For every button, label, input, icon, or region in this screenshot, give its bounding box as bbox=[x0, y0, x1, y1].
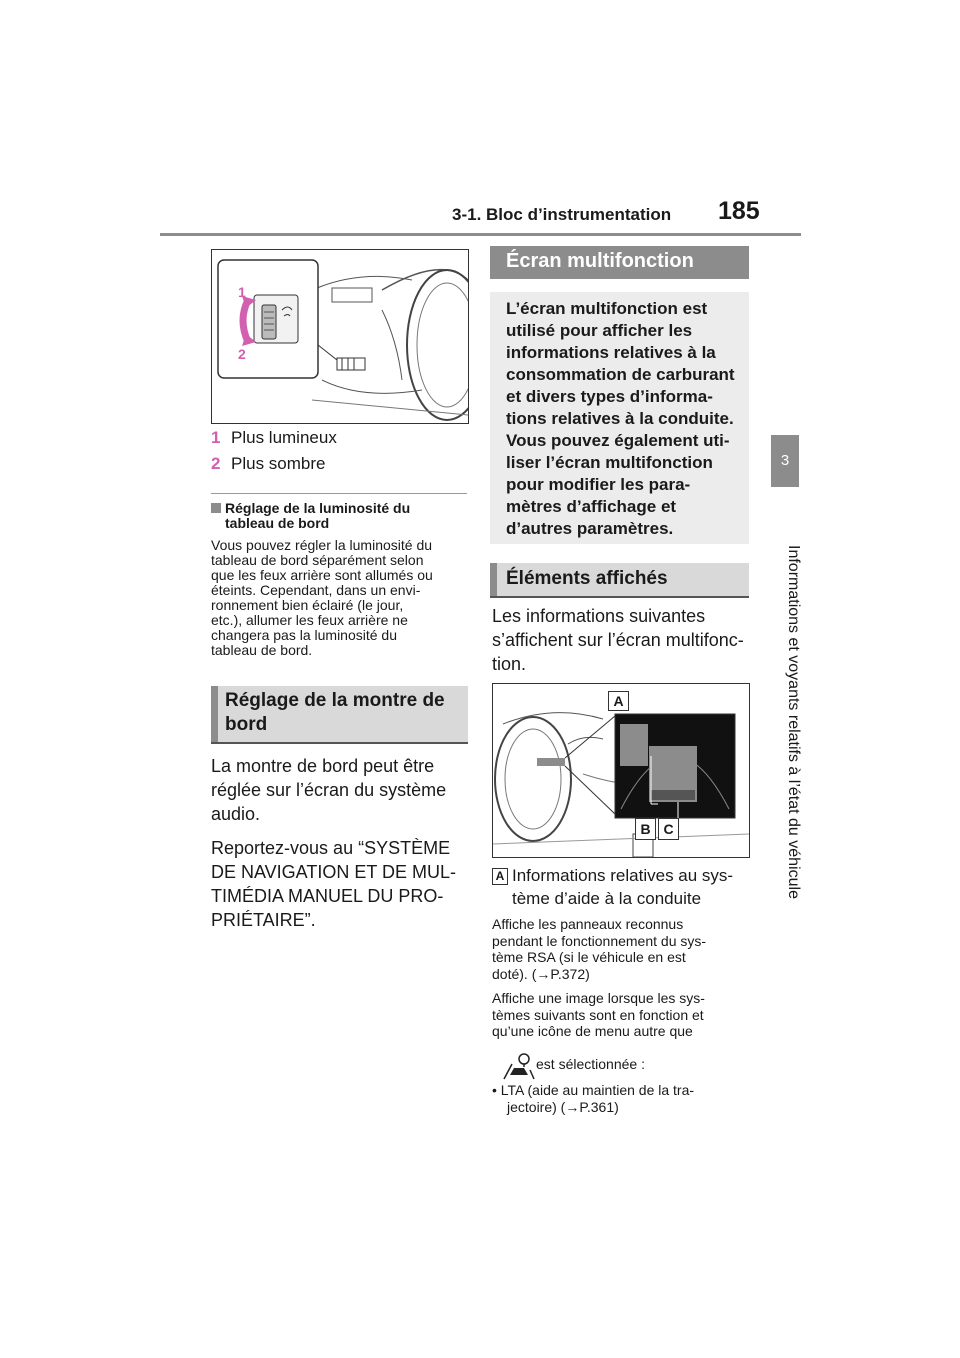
heading-text: Écran multifonction bbox=[506, 250, 694, 272]
heading-bar bbox=[490, 563, 497, 596]
callout-c: C bbox=[658, 818, 679, 840]
text-line: s’affichent sur l’écran multifonc- bbox=[492, 630, 744, 650]
legend-text: Plus lumineux bbox=[231, 428, 337, 447]
text-line: audio. bbox=[211, 804, 261, 824]
legend-number: 2 bbox=[211, 454, 221, 473]
text-line: est sélectionnée : bbox=[536, 1056, 645, 1072]
page-number: 185 bbox=[718, 197, 760, 225]
item-a-label: A bbox=[492, 868, 508, 885]
text-line: Reportez-vous au “SYSTÈME bbox=[211, 838, 451, 858]
callout-a: A bbox=[608, 691, 629, 711]
text-line: tème d’aide à la conduite bbox=[512, 889, 702, 908]
heading-underline bbox=[211, 742, 468, 744]
text-line: consommation de carburant bbox=[506, 365, 735, 384]
bullet-lta bbox=[492, 1082, 752, 1115]
callout-2: 2 bbox=[238, 346, 246, 362]
cluster-figure bbox=[492, 683, 750, 858]
clock-paragraph bbox=[211, 754, 471, 932]
text-line: ronnement bien éclairé (le jour, bbox=[211, 597, 404, 613]
text-line: que les feux arrière sont allumés ou bbox=[211, 567, 433, 583]
text-line: etc.), allumer les feux arrière ne bbox=[211, 612, 408, 628]
brightness-subheading bbox=[211, 501, 471, 531]
clock-section-heading bbox=[211, 686, 468, 742]
brightness-illustration bbox=[212, 250, 468, 423]
multifunction-intro bbox=[490, 292, 749, 544]
divider bbox=[211, 493, 467, 494]
text-line: Vous pouvez régler la luminosité du bbox=[211, 537, 433, 553]
text-line: réglée sur l’écran du système bbox=[211, 780, 447, 800]
heading-bar bbox=[211, 686, 218, 742]
text-line: • LTA (aide au maintien de la tra- bbox=[492, 1082, 695, 1098]
subheading-line: Réglage de la luminosité du bbox=[225, 500, 411, 516]
text-line: jectoire) (→P.361) bbox=[507, 1098, 619, 1115]
text-line: tions relatives à la conduite. bbox=[506, 409, 734, 428]
heading-line: Réglage de la montre de bbox=[225, 690, 445, 711]
heading-text: Éléments affichés bbox=[506, 568, 668, 589]
header-section-title: 3-1. Bloc d’instrumentation bbox=[452, 205, 672, 224]
text-line: d’autres paramètres. bbox=[506, 519, 674, 538]
item-a-description bbox=[492, 916, 752, 1040]
elements-section-heading bbox=[490, 563, 749, 596]
text-line: tèmes suivants sont en fonction et bbox=[492, 1006, 704, 1023]
chapter-tab: 3 bbox=[771, 435, 799, 487]
text-line: TIMÉDIA MANUEL DU PRO- bbox=[211, 886, 444, 906]
text-line: tion. bbox=[492, 654, 527, 674]
legend-text: Plus sombre bbox=[231, 454, 326, 473]
text-line: changera pas la luminosité du bbox=[211, 627, 398, 643]
text-line: tème RSA (si le véhicule en est bbox=[492, 949, 686, 965]
text-line: tableau de bord séparément selon bbox=[211, 552, 424, 568]
text-line: doté). (→P.372) bbox=[492, 965, 590, 982]
callout-1: 1 bbox=[238, 284, 246, 300]
text-line: tableau de bord. bbox=[211, 642, 313, 658]
text-line: qu’une icône de menu autre que bbox=[492, 1023, 693, 1039]
multifunction-heading bbox=[490, 246, 749, 279]
driving-assist-car-icon bbox=[502, 1052, 536, 1080]
text-line: pour modifier les para- bbox=[506, 475, 691, 494]
text-line: utilisé pour afficher les bbox=[506, 321, 693, 340]
text-line: Vous pouvez également uti- bbox=[506, 431, 730, 450]
text-line: pendant le fonctionnement du sys- bbox=[492, 932, 707, 949]
brightness-figure bbox=[211, 249, 469, 424]
text-line: informations relatives à la bbox=[506, 343, 716, 362]
text-line: éteints. Cependant, dans un envi- bbox=[211, 582, 421, 598]
legend-item bbox=[211, 454, 325, 474]
legend-item bbox=[211, 428, 337, 448]
text-line: Les informations suivantes bbox=[492, 606, 706, 626]
legend-number: 1 bbox=[211, 428, 221, 447]
heading-underline bbox=[490, 596, 749, 598]
elements-paragraph bbox=[492, 604, 752, 676]
icon-line bbox=[492, 1052, 752, 1084]
text-line: mètres d’affichage et bbox=[506, 497, 677, 516]
text-line: Informations relatives au sys- bbox=[512, 866, 734, 885]
text-line: liser l’écran multifonction bbox=[506, 453, 713, 472]
chapter-title-vertical: Informations et voyants relatifs à l’état du véhicule bbox=[785, 545, 802, 899]
square-bullet-icon bbox=[211, 503, 221, 513]
subheading-line: tableau de bord bbox=[225, 515, 330, 531]
brightness-paragraph bbox=[211, 538, 471, 658]
text-line: Affiche les panneaux reconnus bbox=[492, 916, 684, 932]
text-line: Affiche une image lorsque les sys- bbox=[492, 990, 705, 1006]
text-line: La montre de bord peut être bbox=[211, 756, 435, 776]
text-line: PRIÉTAIRE”. bbox=[211, 910, 316, 930]
callout-b: B bbox=[635, 818, 656, 840]
header-rule bbox=[160, 233, 801, 236]
text-line: DE NAVIGATION ET DE MUL- bbox=[211, 862, 457, 882]
text-line: et divers types d’informa- bbox=[506, 387, 713, 406]
heading-line: bord bbox=[225, 714, 268, 735]
text-line: L’écran multifonction est bbox=[506, 299, 708, 318]
